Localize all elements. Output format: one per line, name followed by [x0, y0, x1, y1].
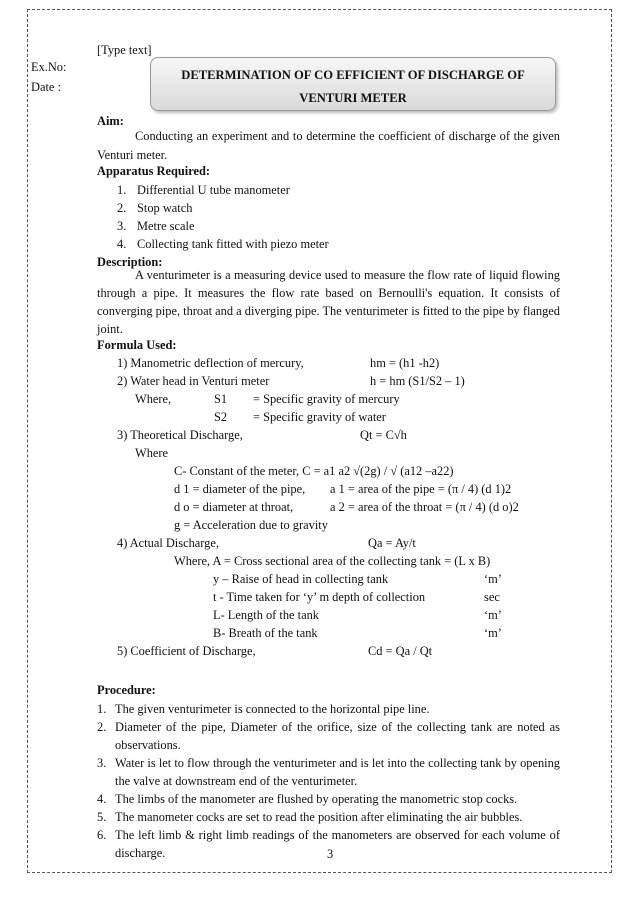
- formula-1-label: 1) Manometric deflection of mercury,: [117, 356, 304, 370]
- formula-2-equation: h = hm (S1/S2 – 1): [370, 374, 465, 388]
- exno-label: Ex.No:: [31, 60, 67, 74]
- d1-definition: d 1 = diameter of the pipe,: [174, 482, 306, 496]
- formula-5-equation: Cd = Qa / Qt: [368, 644, 433, 658]
- formula-heading: Formula Used:: [97, 338, 177, 352]
- symbol-s2: S2: [214, 410, 228, 424]
- apparatus-item: 1. Differential U tube manometer: [117, 183, 290, 197]
- aim-heading: Aim:: [97, 114, 124, 128]
- c-definition: C- Constant of the meter, C = a1 a2 √(2g) / √ (a12 –a22): [174, 464, 454, 478]
- l-unit: ‘m’: [484, 608, 502, 622]
- procedure-item: 1. The given venturimeter is connected to the horizontal pipe line.: [97, 702, 430, 716]
- date-label: Date :: [31, 80, 61, 94]
- l-definition: L- Length of the tank: [213, 608, 319, 622]
- procedure-item: 3. Water is let to flow through the venturimeter and is let into the collecting tank by opening the valve at downstream end of the venturimeter.: [97, 756, 560, 788]
- s2-definition: = Specific gravity of water: [253, 410, 386, 424]
- y-unit: ‘m’: [484, 572, 502, 586]
- t-definition: t - Time taken for ‘y’ m depth of collection: [213, 590, 426, 604]
- symbol-s1: S1: [214, 392, 228, 406]
- header-placeholder: [Type text]: [97, 43, 152, 57]
- apparatus-item: 3. Metre scale: [117, 219, 195, 233]
- t-unit: sec: [484, 590, 500, 604]
- page-number: 3: [327, 847, 334, 861]
- formula-3-label: 3) Theoretical Discharge,: [117, 428, 243, 442]
- formula-2-label: 2) Water head in Venturi meter: [117, 374, 270, 388]
- description-text: A venturimeter is a measuring device used to measure the flow rate of liquid flowing through a pipe. It measures the flow rate based on Bernoulli's equation. It consists of converging pipe, throat and a diverging pipe. The venturimeter is fitted to the pipe by flanged joint.: [97, 268, 560, 336]
- where-label: Where,: [135, 392, 172, 406]
- formula-4-label: 4) Actual Discharge,: [117, 536, 219, 550]
- y-definition: y – Raise of head in collecting tank: [213, 572, 389, 586]
- formula-3-equation: Qt = C√h: [360, 428, 407, 442]
- procedure-heading: Procedure:: [97, 683, 156, 697]
- title-line-1: DETERMINATION OF CO EFFICIENT OF DISCHARGE OF: [181, 68, 525, 82]
- procedure-item: 2. Diameter of the pipe, Diameter of the orifice, size of the collecting tank are noted as observations.: [97, 720, 560, 752]
- procedure-item: 6. The left limb & right limb readings of the manometers are observed for each volume of discharge.: [97, 828, 560, 860]
- a2-definition: a 2 = area of the throat = (π / 4) (d o)2: [330, 500, 519, 514]
- g-definition: g = Acceleration due to gravity: [174, 518, 328, 532]
- apparatus-item: 2. Stop watch: [117, 201, 193, 215]
- b-unit: ‘m’: [484, 626, 502, 640]
- procedure-list: [97, 700, 560, 862]
- formula-5-label: 5) Coefficient of Discharge,: [117, 644, 256, 658]
- formula-1-equation: hm = (h1 -h2): [370, 356, 440, 370]
- formula-4-equation: Qa = Ay/t: [368, 536, 416, 550]
- b-definition: B- Breath of the tank: [213, 626, 318, 640]
- do-definition: d o = diameter at throat,: [174, 500, 294, 514]
- procedure-item: 5. The manometer cocks are set to read the position after eliminating the air bubbles.: [97, 810, 523, 824]
- s1-definition: = Specific gravity of mercury: [253, 392, 400, 406]
- apparatus-heading: Apparatus Required:: [97, 164, 211, 178]
- a1-definition: a 1 = area of the pipe = (π / 4) (d 1)2: [330, 482, 512, 496]
- apparatus-item: 4. Collecting tank fitted with piezo meter: [117, 237, 329, 251]
- description-heading: Description:: [97, 255, 163, 269]
- title-line-2: VENTURI METER: [299, 91, 407, 105]
- title-box: [150, 57, 556, 111]
- procedure-item: 4. The limbs of the manometer are flushed by operating the manometric stop cocks.: [97, 792, 518, 806]
- area-definition: Where, A = Cross sectional area of the collecting tank = (L x B): [174, 554, 491, 568]
- aim-text: Conducting an experiment and to determine the coefficient of discharge of the given Venturi meter.: [97, 129, 560, 162]
- where-label: Where: [135, 446, 169, 460]
